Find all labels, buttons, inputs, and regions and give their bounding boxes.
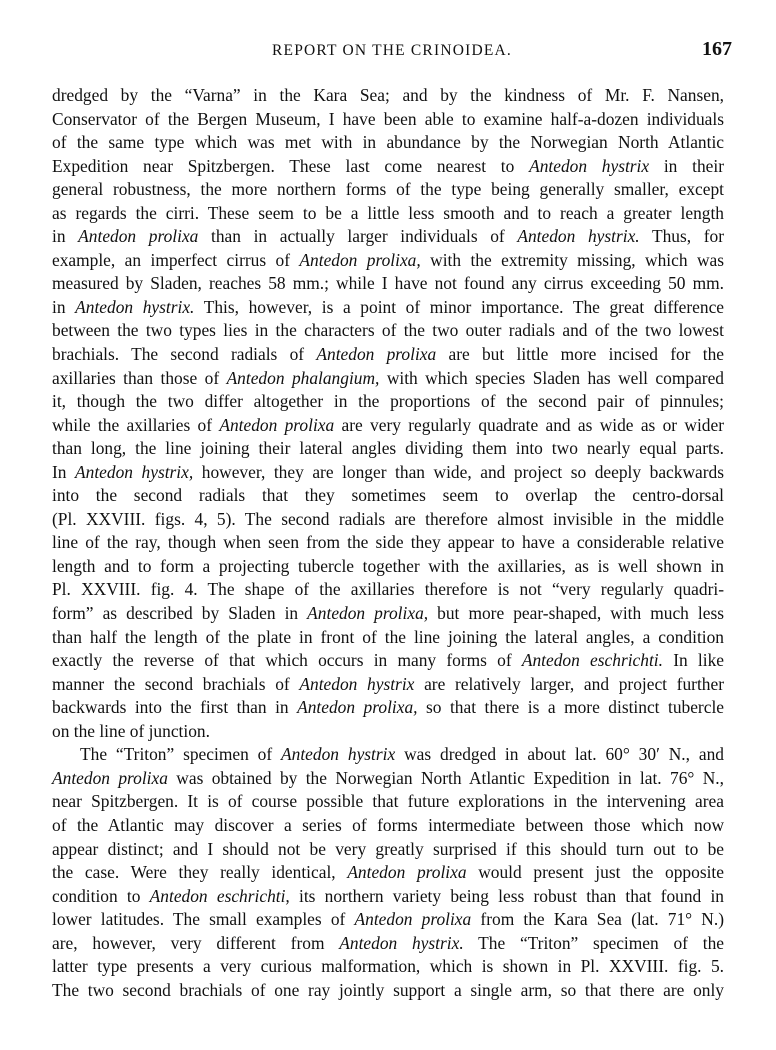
- text-line: [52, 272, 724, 296]
- text-segment: in: [52, 296, 76, 317]
- text-line: [52, 932, 724, 956]
- text-segment: Conservator of the Bergen Museum, I have been able to examine half-a-dozen individuals: [52, 108, 724, 129]
- text-line: [52, 979, 724, 1003]
- text-line: [52, 367, 724, 391]
- text-line: [52, 249, 724, 273]
- text-line: [52, 343, 724, 367]
- text-segment: on the line of junction.: [52, 720, 210, 741]
- text-line: [52, 626, 724, 650]
- species-name: Antedon phalangium,: [226, 367, 380, 388]
- text-segment: near Spitzbergen. It is of course possible that future explorations in the intervening area: [52, 791, 724, 812]
- species-name: Antedon hystrix.: [517, 226, 640, 247]
- text-line: [52, 390, 724, 414]
- text-line: [52, 437, 724, 461]
- text-segment: axillaries than those of: [52, 367, 227, 388]
- text-line: [52, 649, 724, 673]
- text-segment: from the Kara Sea (lat. 71° N.): [471, 909, 724, 930]
- text-line: [52, 555, 724, 579]
- text-line: [52, 814, 724, 838]
- text-segment: it, though the two differ altogether in the proportions of the second pair of pinnules;: [52, 391, 724, 412]
- text-segment: as regards the cirri. These seem to be a little less smooth and to reach a greater length: [52, 202, 724, 223]
- text-line: [52, 414, 724, 438]
- text-segment: than long, the line joining their lateral angles dividing them into two nearly equal parts.: [52, 438, 724, 459]
- text-segment: however, they are longer than wide, and project so deeply backwards: [193, 461, 724, 482]
- text-line: [52, 84, 724, 108]
- text-segment: dredged by the “Varna” in the Kara Sea; and by the kindness of Mr. F. Nansen,: [52, 85, 724, 105]
- species-name: Antedon prolixa,: [297, 697, 418, 718]
- species-name: Antedon hystrix: [299, 673, 415, 694]
- species-name: Antedon prolixa,: [307, 603, 429, 624]
- text-line: [52, 602, 724, 626]
- page-number: 167: [702, 38, 732, 60]
- text-line: [52, 155, 724, 179]
- text-segment: exactly the reverse of that which occurs in many forms of: [52, 650, 522, 671]
- text-segment: are but little more incised for the: [436, 344, 724, 365]
- text-segment: Thus, for: [639, 226, 725, 247]
- text-segment: in their: [649, 155, 724, 176]
- species-name: Antedon prolixa: [219, 414, 335, 435]
- species-name: Antedon prolixa: [354, 909, 472, 930]
- text-line: [52, 296, 724, 320]
- text-segment: in: [52, 226, 79, 247]
- text-line: [52, 178, 724, 202]
- text-line: [52, 531, 724, 555]
- species-name: Antedon hystrix: [529, 155, 650, 176]
- text-line: [52, 202, 724, 226]
- text-line: [52, 131, 724, 155]
- species-name: Antedon eschrichti.: [521, 650, 663, 671]
- text-line: [52, 838, 724, 862]
- text-line: [52, 508, 724, 532]
- text-segment: are, however, very different from: [52, 932, 340, 953]
- text-segment: manner the second brachials of: [52, 673, 300, 694]
- text-segment: Pl. XXVIII. fig. 4. The shape of the axillaries therefore is not “very regularly quadri-: [52, 579, 724, 600]
- text-segment: This, however, is a point of minor importance. The great difference: [194, 296, 725, 317]
- text-line: [52, 461, 724, 485]
- species-name: Antedon prolixa: [347, 862, 467, 883]
- text-segment: appear distinct; and I should not be very greatly surprised if this should turn out to be: [52, 838, 724, 859]
- text-line: [52, 908, 724, 932]
- text-segment: latter type presents a very curious malformation, which is shown in Pl. XXVIII. fig. 5.: [52, 956, 724, 977]
- text-line: [52, 484, 724, 508]
- species-name: Antedon hystrix.: [339, 932, 464, 953]
- species-name: Antedon prolixa: [52, 767, 168, 788]
- text-segment: into the second radials that they sometimes seem to overlap the centro-dorsal: [52, 485, 724, 506]
- text-segment: was dredged in about lat. 60° 30′ N., and: [395, 744, 724, 765]
- text-line: [52, 861, 724, 885]
- text-segment: (Pl. XXVIII. figs. 4, 5). The second radials are therefore almost invisible in the middle: [52, 508, 724, 529]
- text-segment: brachials. The second radials of: [52, 344, 317, 365]
- text-segment: with the extremity missing, which was: [420, 249, 724, 270]
- species-name: Antedon prolixa: [316, 344, 437, 365]
- running-title: REPORT ON THE CRINOIDEA.: [272, 42, 512, 59]
- text-segment: its northern variety being less robust than that found in: [289, 885, 724, 906]
- text-line: [52, 696, 724, 720]
- text-segment: than half the length of the plate in front of the line joining the lateral angles, a condition: [52, 626, 724, 647]
- species-name: Antedon prolixa,: [299, 249, 421, 270]
- text-segment: form” as described by Sladen in: [52, 603, 308, 624]
- text-segment: backwards into the first than in: [52, 697, 298, 718]
- text-segment: length and to form a projecting tubercle together with the axillaries, as is well shown in: [52, 555, 724, 576]
- text-segment: with which species Sladen has well compared: [379, 367, 724, 388]
- text-segment: but more pear-shaped, with much less: [428, 603, 725, 624]
- text-line: [52, 108, 724, 132]
- text-line: [52, 319, 724, 343]
- running-head: [52, 38, 732, 64]
- text-line: [52, 790, 724, 814]
- text-segment: measured by Sladen, reaches 58 mm.; while I have not found any cirrus exceeding 50 mm.: [52, 273, 724, 294]
- text-segment: are relatively larger, and project further: [414, 673, 724, 694]
- text-line: [52, 720, 724, 744]
- text-segment: the case. Were they really identical,: [52, 862, 348, 883]
- text-segment: of the Atlantic may discover a series of forms intermediate between those which now: [52, 814, 724, 835]
- species-name: Antedon eschrichti,: [149, 885, 290, 906]
- text-segment: The “Triton” specimen of: [80, 744, 282, 765]
- text-segment: In like: [662, 650, 724, 671]
- text-segment: In: [52, 461, 76, 482]
- text-segment: between the two types lies in the characters of the two outer radials and of the two lowest: [52, 320, 724, 341]
- body-text: [52, 84, 724, 1002]
- text-segment: general robustness, the more northern forms of the type being generally smaller, except: [52, 179, 724, 200]
- species-name: Antedon hystrix.: [75, 296, 195, 317]
- species-name: Antedon hystrix: [281, 744, 396, 765]
- text-segment: than in actually larger individuals of: [198, 226, 518, 247]
- text-line: [52, 955, 724, 979]
- text-segment: so that there is a more distinct tubercle: [417, 697, 724, 718]
- text-segment: line of the ray, though when seen from the side they appear to have a considerable relative: [52, 532, 724, 553]
- species-name: Antedon prolixa: [78, 226, 199, 247]
- text-segment: Expedition near Spitzbergen. These last come nearest to: [52, 155, 530, 176]
- text-segment: lower latitudes. The small examples of: [52, 909, 355, 930]
- text-line: [52, 885, 724, 909]
- text-segment: The two second brachials of one ray jointly support a single arm, so that there are only: [52, 979, 724, 1000]
- text-line: [52, 225, 724, 249]
- text-line: [52, 767, 724, 791]
- text-segment: are very regularly quadrate and as wide as or wider: [334, 414, 724, 435]
- species-name: Antedon hystrix,: [75, 461, 194, 482]
- text-segment: of the same type which was met with in abundance by the Norwegian North Atlantic: [52, 132, 724, 153]
- text-segment: would present just the opposite: [466, 862, 724, 883]
- text-segment: The “Triton” specimen of the: [463, 932, 724, 953]
- text-segment: condition to: [52, 885, 150, 906]
- text-segment: was obtained by the Norwegian North Atlantic Expedition in lat. 76° N.,: [167, 767, 724, 788]
- text-line: [52, 578, 724, 602]
- text-line: [52, 673, 724, 697]
- text-segment: example, an imperfect cirrus of: [52, 249, 300, 270]
- text-segment: while the axillaries of: [52, 414, 220, 435]
- text-line: [52, 743, 724, 767]
